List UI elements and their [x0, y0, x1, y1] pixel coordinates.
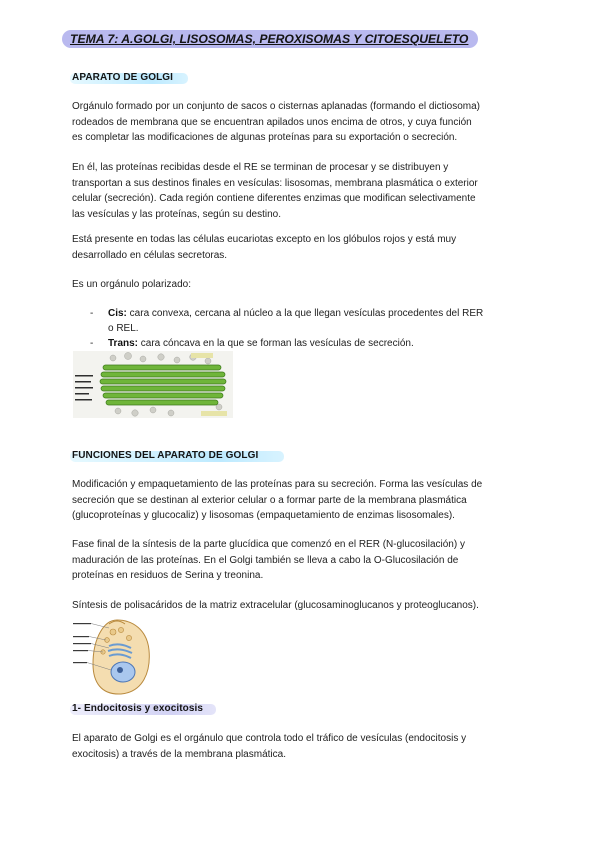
text-line: Síntesis de polisacáridos de la matriz extracelular (glucosaminoglucanos y proteoglucanos). — [72, 600, 479, 611]
term-trans: Trans: — [108, 338, 139, 349]
document-title: TEMA 7: A.GOLGI, LISOSOMAS, PEROXISOMAS Y CITOESQUELETO — [70, 32, 469, 46]
text-line: Orgánulo formado por un conjunto de sacos o cisternas aplanadas (formando el dictiosoma) — [72, 101, 481, 112]
paragraph-functions-glycosylation — [72, 537, 532, 584]
bullet-dash: - — [90, 308, 94, 319]
text-line: Modificación y empaquetamiento de las proteínas para su secreción. Forma las vesículas de — [72, 479, 483, 490]
text-line: En él, las proteínas recibidas desde el RE se terminan de procesar y se distribuyen y — [72, 162, 449, 173]
text-line: exocitosis) a través de la membrana plasmática. — [72, 748, 286, 760]
section-heading-functions: FUNCIONES DEL APARATO DE GOLGI — [72, 450, 259, 461]
text-line: maduración de las proteínas. En el Golgi también se lleva a cabo la O-Glucosilación de — [72, 554, 459, 566]
text-line: Fase final de la síntesis de la parte glucídica que comenzó en el RER (N-glucosilación) y — [72, 539, 465, 550]
section-heading-endocytosis: 1- Endocitosis y exocitosis — [72, 703, 204, 714]
text-line: (glucoproteínas y glucocaliz) y lisosomas (empaquetamiento de enzimas lisosomales). — [72, 510, 455, 521]
paragraph-functions-packaging — [72, 477, 532, 524]
text-line: desarrollado en células secretoras. — [72, 249, 228, 261]
term-cis: Cis: — [108, 308, 127, 319]
paragraph-golgi-polarized — [72, 277, 532, 293]
paragraph-functions-polysaccharides — [72, 598, 532, 614]
text-line: proteínas en residuos de Serina y treonina. — [72, 570, 264, 581]
text-line: Es un orgánulo polarizado: — [72, 279, 191, 290]
text-line: celular (secreción). Cada región contiene diferentes enzimas que modifican selectivamente — [72, 193, 476, 204]
section-heading-golgi: APARATO DE GOLGI — [72, 72, 174, 83]
paragraph-endocytosis — [72, 731, 532, 762]
bullet-dash: - — [90, 338, 94, 349]
paragraph-golgi-transport — [72, 160, 532, 222]
text-line: las vesículas y las proteínas, según su destino. — [72, 208, 282, 220]
secretory-cell-diagram — [73, 616, 161, 696]
paragraph-golgi-presence — [72, 232, 532, 263]
text-line: El aparato de Golgi es el orgánulo que controla todo el tráfico de vesículas (endocitosis y — [72, 733, 467, 744]
text-line: rodeados de membrana que se encuentran apilados unos encima de otros, y cuya función — [72, 116, 472, 128]
text-line: es completar las modificaciones de algunas proteínas para su exportación o secreción. — [72, 132, 458, 143]
text-line: secreción que se destinan al exterior celular o a formar parte de la membrana plasmática — [72, 494, 467, 506]
paragraph-golgi-definition — [72, 99, 532, 146]
definition-cis-continued: o REL. — [108, 323, 139, 334]
definition-trans: cara cóncava en la que se forman las vesículas de secreción. — [138, 338, 414, 349]
text-line: transportan a sus destinos finales en vesículas: lisosomas, membrana plasmática o exterior — [72, 177, 478, 189]
golgi-stack-diagram — [73, 351, 233, 418]
text-line: Está presente en todas las células eucariotas excepto en los glóbulos rojos y está muy — [72, 234, 457, 245]
definition-cis: cara convexa, cercana al núcleo a la que llegan vesículas procedentes del RER — [126, 308, 484, 319]
